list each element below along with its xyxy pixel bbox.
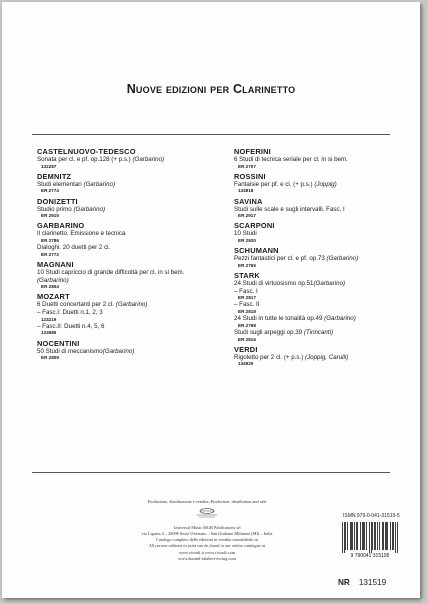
edition-code: 132287 <box>41 163 57 169</box>
barcode-bar <box>356 522 357 550</box>
barcode-bar <box>357 522 358 550</box>
catalog-entry <box>37 221 222 258</box>
catalog-entry <box>37 260 222 290</box>
catalog-entry <box>37 172 222 195</box>
back-cover-page <box>2 2 420 598</box>
edition-code: ER 2786 <box>41 237 59 243</box>
editor-name: (Tirincanti) <box>303 328 334 336</box>
work-title: 24 Studi in tutte le tonalità op.49 (Garbarino) <box>234 315 356 323</box>
work-title: – Fasc. I <box>234 287 258 295</box>
composer-name: MOZART <box>37 292 70 302</box>
editor-name: (Garbarino) <box>313 279 346 287</box>
work-title: 50 Studi di meccanismo(Garbarino) <box>37 347 135 355</box>
work-title: Il clarinetto. Emissione e tecnica <box>37 230 126 238</box>
barcode-bar <box>377 522 378 550</box>
barcode-bar <box>352 522 353 550</box>
catalog-column-right <box>234 147 419 370</box>
divider-top <box>32 134 390 135</box>
work-title: Pezzi fantastici per cl. e pf. op.73 (Garbarino) <box>234 255 359 263</box>
edition-code: ER 2816 <box>238 336 256 342</box>
composer-name: NOCENTINI <box>37 338 80 348</box>
composer-name: SCHUMANN <box>234 246 279 256</box>
footer-catalog-en: All current editions in print can be found in our online catalogue at <box>148 543 266 549</box>
work-title: Sonata per cl. e pf. op.128 (+ p.s.) (Garbarino) <box>37 156 165 163</box>
work-title: 24 Studi di virtuosismo op.51(Garbarino) <box>234 279 346 287</box>
catalog-entry <box>234 221 419 244</box>
catalog-entry <box>37 197 222 220</box>
barcode-bar <box>345 522 346 550</box>
catalog-number-value: 131519 <box>358 578 387 587</box>
barcode-bar <box>364 522 365 550</box>
composer-name: GARBARINO <box>37 221 85 231</box>
edition-code: ER 2809 <box>41 355 59 361</box>
work-title: – Fasc. II <box>234 301 260 309</box>
edition-code: ER 2920 <box>238 237 256 243</box>
edition-code: 134920 <box>238 361 254 367</box>
catalog-entry <box>37 147 222 170</box>
catalog-column-left <box>37 147 222 363</box>
work-title: – Fasc.II: Duetti n.4, 5, 6 <box>37 322 105 330</box>
catalog-entry <box>37 292 222 336</box>
page-title: Nuove edizioni per Clarinetto <box>126 82 296 96</box>
editor-name: (Garbarino) <box>73 205 106 213</box>
catalog-entry <box>234 197 419 220</box>
edition-code: ER 2818 <box>238 308 256 314</box>
catalog-number <box>338 578 386 587</box>
edition-code: 133219 <box>41 316 57 322</box>
barcode-bar <box>390 522 391 550</box>
composer-name: ROSSINI <box>234 171 266 181</box>
composer-name: SCARPONI <box>234 221 275 231</box>
edition-code: ER 2817 <box>238 295 256 301</box>
edition-code: ER 2915 <box>41 213 59 219</box>
barcode-bar <box>350 522 351 550</box>
edition-code: 133685 <box>41 330 57 336</box>
composer-name: VERDI <box>234 344 258 354</box>
barcode-bar <box>374 522 375 550</box>
footer-website-durand: www.durand-salabert-eschig.com <box>178 556 236 562</box>
footer-address: via Liguria 4 – 20098 Sesto Ulteriano – San Giuliano Milanese (MI) – Italia <box>141 530 273 536</box>
barcode-bar <box>354 522 355 550</box>
barcode-bar <box>393 522 394 550</box>
editor-name: (Garbarino) <box>324 315 356 323</box>
barcode-bar <box>387 522 388 550</box>
ismn-code: ISMN 979-0-041-31519-5 <box>343 513 400 519</box>
barcode-bar <box>344 522 345 553</box>
barcode-bar <box>386 522 387 550</box>
catalog-entry <box>234 172 419 195</box>
publisher-footer <box>112 499 302 562</box>
barcode-digits: 9 790041 315195 <box>350 553 390 558</box>
composer-name: DEMNITZ <box>37 171 72 181</box>
barcode-bar <box>383 522 384 550</box>
edition-code: ER 2707 <box>238 163 256 169</box>
footer-websites: www.ricordi.it www.ricordi.com <box>178 549 236 555</box>
catalog-entry <box>37 339 222 362</box>
editor-name: (Garbarino) <box>37 276 69 284</box>
editor-name: (Garbarino) <box>115 301 148 309</box>
work-title: 6 Duetti concertanti per 2 cl. (Garbarino) <box>37 301 148 309</box>
work-title: – Fasc.I: Duetti n.1, 2, 3 <box>37 308 103 316</box>
work-title <box>37 277 222 285</box>
barcode-bar <box>342 522 343 553</box>
barcode-bar <box>363 522 364 550</box>
barcode-bar <box>395 522 396 553</box>
barcode-bar <box>379 522 380 550</box>
barcode-bar <box>385 522 386 550</box>
work-title: Studi sulle scale e sugli intervalli. Fasc. I <box>234 205 345 213</box>
editor-name: (Garbarino) <box>83 180 116 188</box>
work-title: 10 Studi capriccio di grande difficoltà per cl. in si bem. <box>37 268 185 276</box>
barcode-bar <box>372 522 373 550</box>
work-title: Studio primo (Garbarino) <box>37 205 106 213</box>
barcode-bar <box>371 522 372 553</box>
divider-bottom <box>32 472 390 473</box>
composer-name: CASTELNUOVO-TEDESCO <box>37 147 136 156</box>
work-title: Studi elementari (Garbarino) <box>37 180 116 188</box>
work-title: Dialoghi. 20 duetti per 2 cl. <box>37 244 111 252</box>
editor-name: (Joppig, Carulli) <box>305 353 349 361</box>
catalog-number-label: NR <box>338 578 350 587</box>
composer-name: STARK <box>234 270 260 280</box>
work-title: 6 Studi di tecnica seriale per cl. in si bem. <box>234 156 348 163</box>
barcode-bar <box>375 522 376 550</box>
barcode-bar <box>360 522 361 550</box>
barcode-bar <box>369 522 370 553</box>
editor-name: (Garbarino) <box>326 255 359 263</box>
footer-catalog-it: Catalogo completo delle edizioni in vendita consultabile su <box>156 537 258 543</box>
barcode-bar <box>392 522 393 550</box>
edition-code: ER 2917 <box>238 213 256 219</box>
edition-code: ER 2768 <box>238 322 256 328</box>
footer-line-production: Produzione, distribuzione e vendita–Production, distribution and sale <box>147 499 267 504</box>
barcode-image <box>341 522 399 558</box>
composer-name: NOFERINI <box>234 147 271 156</box>
work-title: Studi sugli arpeggi op.39 (Tirincanti) <box>234 328 334 336</box>
barcode-bar <box>382 522 383 550</box>
universal-music-logo <box>195 508 219 518</box>
catalog-entry <box>234 246 419 269</box>
composer-name: SAVINA <box>234 196 263 206</box>
barcode-bar <box>362 522 363 550</box>
edition-code: ER 2772 <box>41 251 59 257</box>
barcode-bar <box>351 522 352 550</box>
editor-name: (Garbarino) <box>102 347 135 355</box>
barcode-bar <box>347 522 348 550</box>
editor-name: (Joppig) <box>314 180 337 188</box>
edition-code: ER 2854 <box>41 284 59 290</box>
catalog-entry <box>234 271 419 343</box>
work-title: 10 Studi <box>234 230 257 238</box>
catalog-entry <box>234 147 419 170</box>
edition-code: 134918 <box>238 188 254 194</box>
editor-name: (Garbarino) <box>132 156 165 163</box>
catalog-entry <box>234 345 419 368</box>
footer-company: Universal Music MGB Publications srl <box>173 524 241 530</box>
work-title: Fantaisie per pf. e cl. (+ p.s.) (Joppig) <box>234 180 337 188</box>
barcode-bar <box>397 522 398 553</box>
barcode-bar <box>366 522 367 550</box>
edition-code: ER 2774 <box>41 188 59 194</box>
work-title: Rigoletto per 2 cl. (+ p.s.) (Joppig, Carulli) <box>234 353 349 361</box>
composer-name: DONIZETTI <box>37 196 78 206</box>
edition-code: ER 2765 <box>238 262 256 268</box>
composer-name: MAGNANI <box>37 259 74 269</box>
